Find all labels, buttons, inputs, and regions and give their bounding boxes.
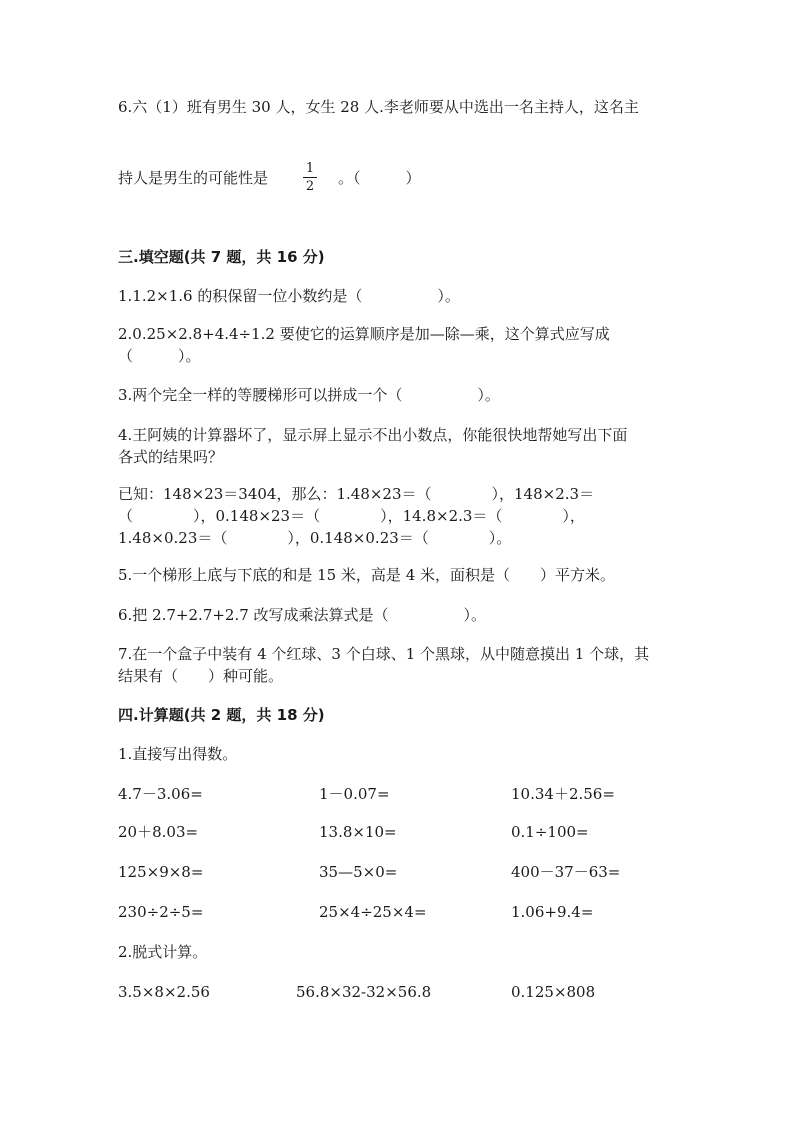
direct-calc-r2-c2: 13.8×10= [319, 823, 397, 841]
fraction-denominator: 2 [305, 179, 315, 194]
direct-calc-r3-c2: 35—5×0= [319, 863, 398, 881]
direct-calc-r1-c1: 4.7－3.06= [118, 785, 203, 803]
direct-calc-r2-c1: 20＋8.03= [118, 823, 199, 841]
fraction-bar [303, 177, 317, 178]
direct-calc-r1-c2: 1－0.07= [319, 785, 390, 803]
fill-question-5: 5.一个梯形上底与下底的和是 15 米，高是 4 米，面积是（ ）平方米。 [118, 566, 616, 584]
direct-calc-r1-c3: 10.34＋2.56= [511, 785, 615, 803]
fill-question-2-line-1: 2.0.25×2.8+4.4÷1.2 要使它的运算顺序是加—除—乘，这个算式应写成 [118, 325, 610, 343]
direct-calc-r4-c3: 1.06+9.4= [511, 903, 594, 921]
fill-question-7-line-2: 结果有（ ）种可能。 [118, 667, 284, 685]
fraction-one-half [301, 161, 319, 194]
direct-calc-r4-c1: 230÷2÷5= [118, 903, 204, 921]
calc-question-2-title: 2.脱式计算。 [118, 943, 208, 961]
direct-calc-r4-c2: 25×4÷25×4= [319, 903, 427, 921]
question-6-line-2: 持人是男生的可能性是 [118, 169, 269, 187]
fill-question-4-line-2: 各式的结果吗？ [118, 448, 224, 466]
question-6-line-1: 6.六（1）班有男生 30 人，女生 28 人.李老师要从中选出一名主持人，这名主 [118, 98, 639, 116]
fill-question-4-line-3: 已知：148×23＝3404，那么：1.48×23＝（ ），148×2.3＝ [118, 485, 595, 503]
direct-calc-r2-c3: 0.1÷100= [511, 823, 589, 841]
section-4-header: 四.计算题(共 2 题，共 18 分) [118, 706, 325, 724]
fill-question-4-line-4: （ ），0.148×23＝（ ），14.8×2.3＝（ ）， [118, 507, 585, 525]
calc-question-1-title: 1.直接写出得数。 [118, 745, 238, 763]
section-3-header: 三.填空题(共 7 题，共 16 分) [118, 248, 325, 266]
fill-question-3: 3.两个完全一样的等腰梯形可以拼成一个（ ）。 [118, 386, 500, 404]
fill-question-1: 1.1.2×1.6 的积保留一位小数约是（ ）。 [118, 287, 460, 305]
direct-calc-r3-c3: 400－37－63= [511, 863, 621, 881]
fill-question-4-line-5: 1.48×0.23＝（ ），0.148×0.23＝（ ）。 [118, 529, 512, 547]
fraction-numerator: 1 [305, 161, 315, 176]
fill-question-7-line-1: 7.在一个盒子中装有 4 个红球、3 个白球、1 个黑球，从中随意摸出 1 个球，其 [118, 645, 650, 663]
step-calc-3: 0.125×808 [511, 983, 596, 1001]
step-calc-1: 3.5×8×2.56 [118, 983, 210, 1001]
fill-question-2-line-2: （ ）。 [118, 347, 201, 365]
question-6-answer-blank: 。（ ） [338, 169, 421, 187]
fill-question-6: 6.把 2.7+2.7+2.7 改写成乘法算式是（ ）。 [118, 606, 487, 624]
step-calc-2: 56.8×32-32×56.8 [296, 983, 432, 1001]
direct-calc-r3-c1: 125×9×8= [118, 863, 204, 881]
fill-question-4-line-1: 4.王阿姨的计算器坏了，显示屏上显示不出小数点，你能很快地帮她写出下面 [118, 426, 628, 444]
